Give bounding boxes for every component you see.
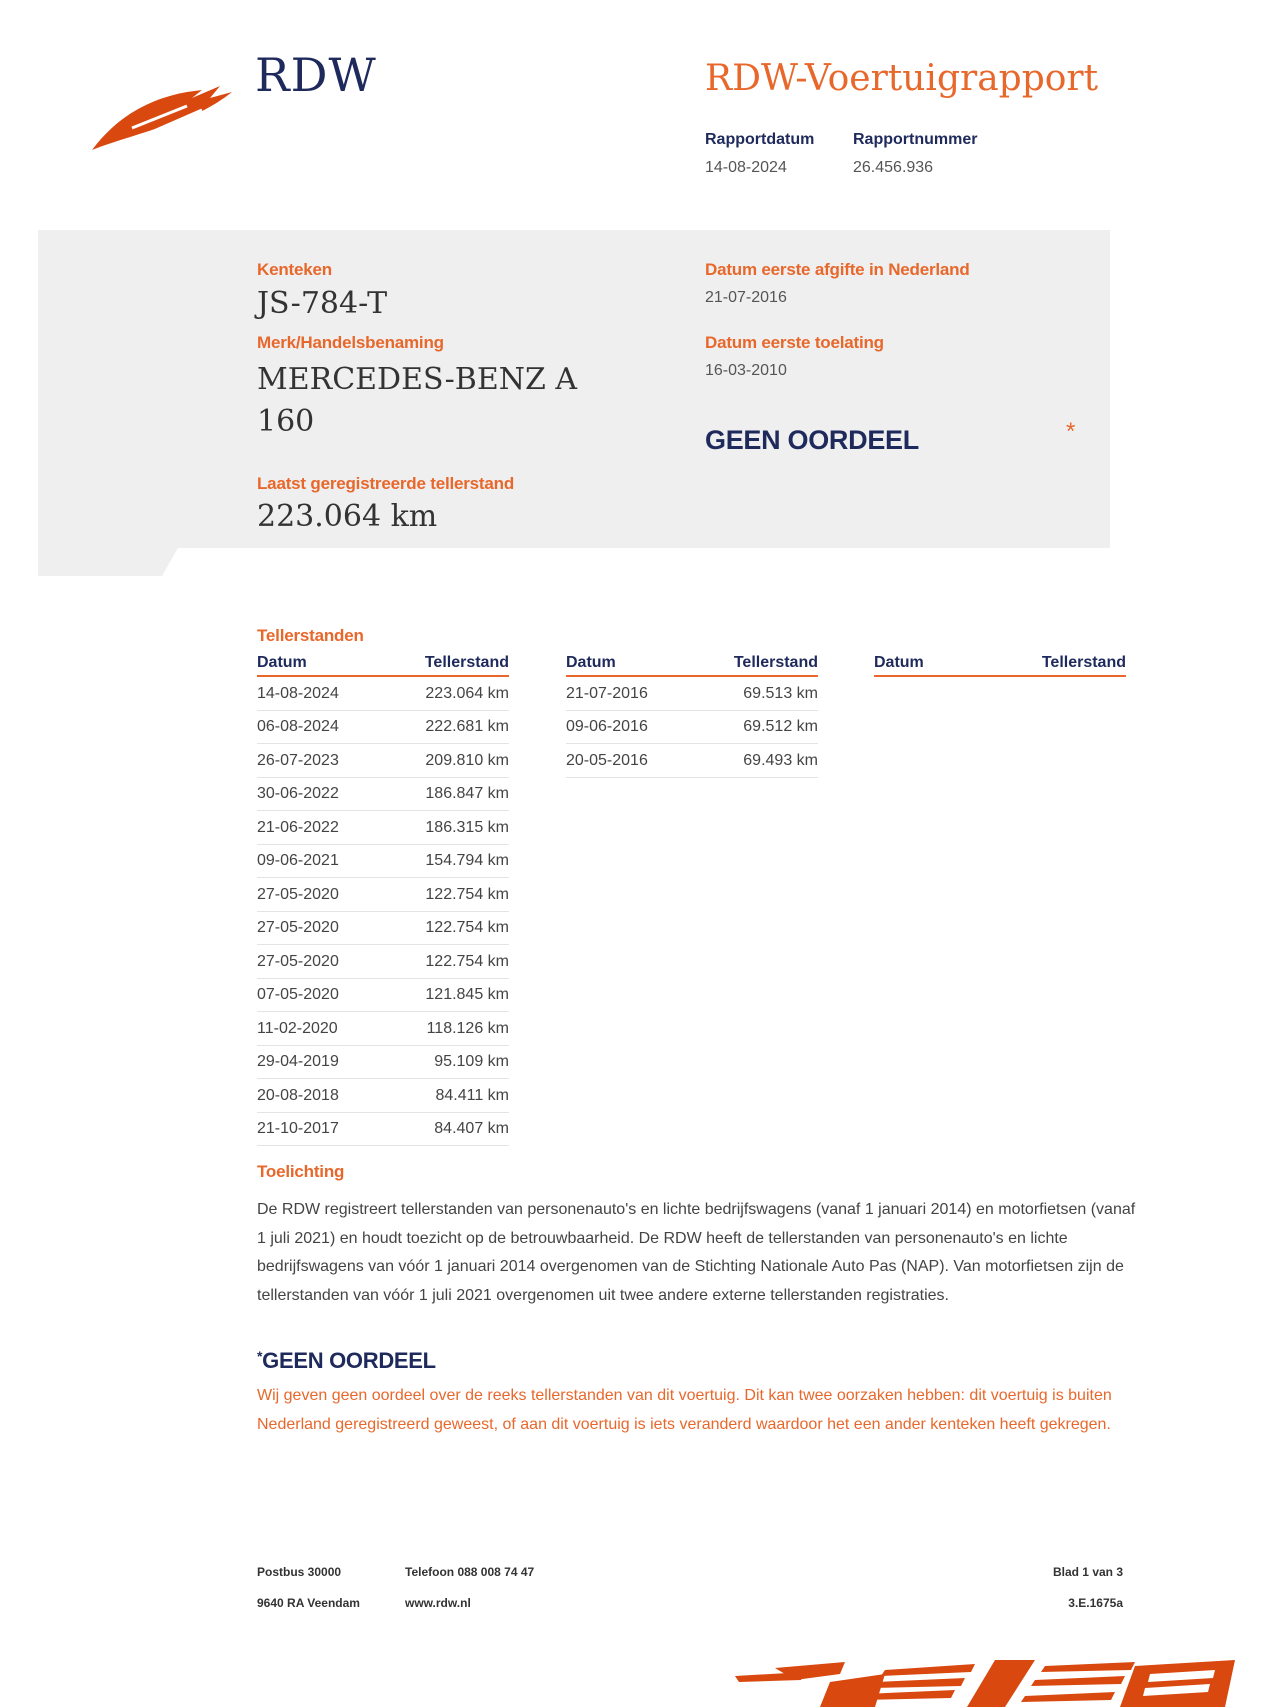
footer-doc-code: 3.E.1675a (1068, 1596, 1123, 1610)
table-row (257, 912, 509, 946)
table-header (257, 654, 509, 677)
first-issue-nl-value: 21-07-2016 (705, 289, 787, 306)
col-date-header: Datum (566, 654, 616, 671)
rdw-logo-icon (92, 78, 242, 156)
explanation-title: Toelichting (257, 1162, 345, 1181)
verdict-asterisk: * (1066, 418, 1076, 445)
reading-date: 21-07-2016 (566, 684, 648, 702)
col-date-header: Datum (257, 654, 307, 671)
reading-date: 20-08-2018 (257, 1086, 339, 1104)
reading-value: 222.681 km (425, 718, 509, 736)
reading-value: 121.845 km (425, 986, 509, 1004)
table-row (257, 811, 509, 845)
reading-value: 118.126 km (426, 1019, 509, 1037)
table-row (257, 677, 509, 711)
table-row (257, 845, 509, 879)
reading-value: 84.411 km (435, 1086, 509, 1104)
first-issue-nl-label: Datum eerste afgifte in Nederland (705, 260, 970, 279)
report-number-label: Rapportnummer (853, 131, 978, 148)
explanation-text: De RDW registreert tellerstanden van personenauto's en lichte bedrijfswagens (vanaf 1 januari 2014) en motorfietsen (vanaf 1 juli 2021) en houdt toezicht op de betrouwbaarheid. De RDW heeft de tellerstanden van personenauto's en lichte bedrijfswagens van vóór 1 januari 2014 overgenomen van de Stichting Nationale Auto Pas (NAP). Van motorfietsen zijn de tellerstanden van vóór 1 juli 2021 overgenomen uit twee andere externe tellerstanden registraties. (257, 1201, 1136, 1304)
reading-value: 122.754 km (425, 919, 509, 937)
footer-phone: Telefoon 088 008 74 47 (405, 1565, 535, 1579)
make-value-line2: 160 (257, 404, 315, 439)
reading-date: 07-05-2020 (257, 986, 339, 1004)
reading-date: 21-06-2022 (257, 818, 339, 836)
plate-label: Kenteken (257, 260, 332, 279)
reading-date: 29-04-2019 (257, 1053, 339, 1071)
col-reading-header: Tellerstand (1041, 654, 1126, 671)
verdict-note-title (257, 1348, 436, 1374)
table-row (566, 711, 818, 745)
first-admission-label: Datum eerste toelating (705, 333, 884, 352)
reading-value: 186.315 km (425, 818, 509, 836)
table-row (257, 778, 509, 812)
table-row (257, 1113, 509, 1147)
footer-address-1: Postbus 30000 (257, 1565, 342, 1579)
reading-date: 11-02-2020 (257, 1019, 338, 1037)
reading-date: 27-05-2020 (257, 952, 339, 970)
table-row (257, 1012, 509, 1046)
col-date-header: Datum (874, 654, 924, 671)
report-number: 26.456.936 (853, 159, 934, 176)
plate-value: JS-784-T (257, 286, 388, 321)
footer-stripes-decoration (735, 1660, 1245, 1707)
verdict-note-text: Wij geven geen oordeel over de reeks tellerstanden van dit voertuig. Dit kan twee oorzaken hebben: dit voertuig is buiten Nederland geregistreerd geweest, of aan dit voertuig is iets veranderd waardoor het een ander kenteken heeft gekregen. (257, 1387, 1112, 1433)
table-row (257, 744, 509, 778)
make-value-line1: MERCEDES-BENZ A (257, 362, 578, 397)
odometer-value: 223.064 km (257, 499, 438, 534)
reading-date: 30-06-2022 (257, 785, 339, 803)
table-header (874, 654, 1126, 677)
reading-date: 09-06-2021 (257, 852, 339, 870)
table-body (257, 677, 509, 1146)
reading-value: 223.064 km (425, 684, 509, 702)
reading-value: 122.754 km (425, 952, 509, 970)
odometer-table-2 (566, 654, 818, 778)
reading-value: 69.513 km (743, 684, 818, 702)
table-row (566, 677, 818, 711)
reading-date: 14-08-2024 (257, 684, 339, 702)
reading-date: 20-05-2016 (566, 751, 648, 769)
reading-value: 69.493 km (743, 751, 818, 769)
footer-address-2: 9640 RA Veendam (257, 1596, 360, 1610)
col-reading-header: Tellerstand (424, 654, 509, 671)
report-date-label: Rapportdatum (705, 131, 815, 148)
reading-date: 27-05-2020 (257, 885, 339, 903)
reading-date: 06-08-2024 (257, 718, 339, 736)
reading-value: 186.847 km (425, 785, 509, 803)
footer-web[interactable]: www.rdw.nl (405, 1596, 471, 1610)
reading-value: 69.512 km (743, 718, 818, 736)
table-row (257, 979, 509, 1013)
verdict-badge: GEEN OORDEEL (705, 425, 919, 455)
report-date: 14-08-2024 (705, 159, 787, 176)
col-reading-header: Tellerstand (733, 654, 818, 671)
verdict-note-title-text: GEEN OORDEEL (262, 1348, 436, 1373)
reading-date: 27-05-2020 (257, 919, 339, 937)
table-row (566, 744, 818, 778)
make-label: Merk/Handelsbenaming (257, 333, 444, 352)
reading-date: 09-06-2016 (566, 718, 648, 736)
verdict-note-asterisk: * (257, 1348, 263, 1364)
table-header (566, 654, 818, 677)
reading-value: 95.109 km (434, 1053, 509, 1071)
footer-page-number: Blad 1 van 3 (1052, 1565, 1123, 1579)
reading-value: 122.754 km (425, 885, 509, 903)
odometer-section-title: Tellerstanden (257, 626, 364, 645)
table-body (566, 677, 818, 778)
table-row (257, 1046, 509, 1080)
reading-value: 84.407 km (434, 1120, 509, 1138)
reading-value: 209.810 km (425, 751, 509, 769)
table-row (257, 945, 509, 979)
odometer-table-3 (874, 654, 1126, 677)
odometer-label: Laatst geregistreerde tellerstand (257, 474, 514, 493)
first-admission-value: 16-03-2010 (705, 362, 787, 379)
panel-tail-decoration (38, 548, 178, 576)
table-row (257, 878, 509, 912)
table-row (257, 711, 509, 745)
reading-date: 21-10-2017 (257, 1120, 339, 1138)
odometer-table-1 (257, 654, 509, 1146)
reading-date: 26-07-2023 (257, 751, 339, 769)
report-title: RDW-Voertuigrapport (705, 58, 1099, 99)
rdw-wordmark: RDW (255, 48, 377, 102)
table-row (257, 1079, 509, 1113)
reading-value: 154.794 km (425, 852, 509, 870)
